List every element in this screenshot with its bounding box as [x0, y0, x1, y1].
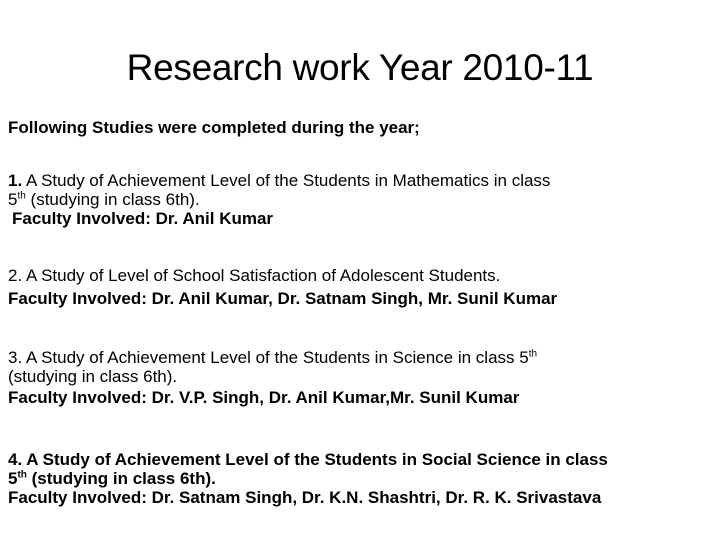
study-4-title: 4. A Study of Achievement Level of the Students in Social Science in class [8, 450, 608, 469]
study-1-line-2 [8, 190, 708, 209]
study-3 [8, 348, 708, 407]
study-1 [8, 171, 708, 228]
study-4-class-note: (studying in class 6th). [26, 469, 216, 488]
study-3-class-suffix: th [528, 348, 538, 360]
study-1-line-1 [8, 171, 708, 190]
study-4-class-suffix: th [17, 469, 27, 481]
study-3-line-1 [8, 348, 708, 367]
study-3-faculty: Faculty Involved: Dr. V.P. Singh, Dr. Anil Kumar,Mr. Sunil Kumar [8, 388, 520, 407]
slide-title: Research work Year 2010-11 [126, 47, 594, 88]
study-4 [8, 450, 708, 507]
study-1-class-number: 5 [8, 190, 18, 209]
study-2-title: 2. A Study of Level of School Satisfaction of Adolescent Students. [8, 266, 501, 285]
study-4-line-2 [8, 469, 708, 488]
study-4-faculty-wrap [8, 488, 708, 507]
study-1-class-note: (studying in class 6th). [25, 190, 200, 209]
study-1-title: A Study of Achievement Level of the Students in Mathematics in class [22, 171, 551, 190]
study-2 [8, 266, 708, 308]
study-1-faculty: Faculty Involved: Dr. Anil Kumar [12, 209, 274, 228]
study-4-class-number: 5 [8, 469, 18, 488]
study-2-faculty: Faculty Involved: Dr. Anil Kumar, Dr. Satnam Singh, Mr. Sunil Kumar [8, 289, 558, 308]
study-3-line-2: (studying in class 6th). [8, 367, 178, 386]
study-4-faculty: Faculty Involved: Dr. Satnam Singh, Dr. K.N. Shashtri, Dr. R. K. Srivastava [8, 488, 602, 507]
study-3-title: 3. A Study of Achievement Level of the Students in Science in class 5 [8, 348, 529, 367]
intro-text: Following Studies were completed during the year; [8, 118, 420, 137]
study-1-number: 1. [8, 171, 23, 190]
study-1-class-suffix: th [17, 190, 26, 202]
